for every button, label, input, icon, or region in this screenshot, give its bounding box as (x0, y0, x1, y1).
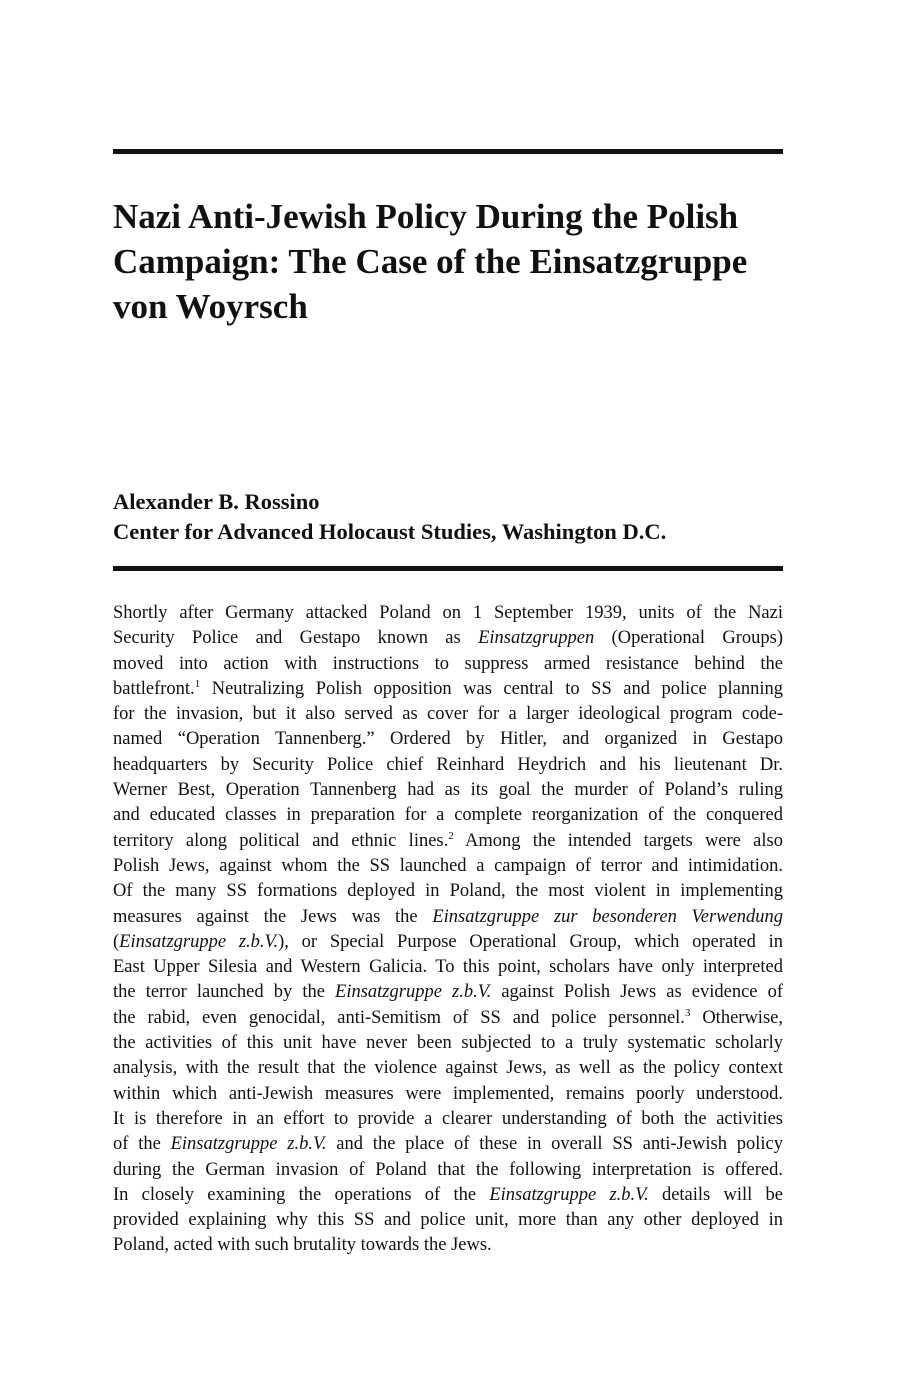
top-rule (113, 149, 783, 154)
text-line: Werner Best, Operation Tannenberg had as its goal the murder of Poland’s ruling (113, 780, 783, 801)
text-line: provided explaining why this SS and police unit, more than any other deployed in (113, 1210, 783, 1231)
text-line: named “Operation Tannenberg.” Ordered by Hitler, and organized in Gestapo (113, 729, 783, 750)
text-line: of the Einsatzgruppe z.b.V. and the place of these in overall SS anti-Jewish policy (113, 1134, 783, 1155)
text-line: (Einsatzgruppe z.b.V.), or Special Purpose Operational Group, which operated in (113, 931, 783, 952)
paper-title (113, 194, 803, 329)
text-line: In closely examining the operations of the Einsatzgruppe z.b.V. details will be (113, 1184, 783, 1205)
text-line: analysis, with the result that the violence against Jews, as well as the policy context (113, 1058, 783, 1079)
text-line: measures against the Jews was the Einsatzgruppe zur besonderen Verwendung (113, 906, 783, 927)
text-line: the rabid, even genocidal, anti-Semitism of SS and police personnel.$^3$ Otherwise, (113, 1006, 783, 1028)
abstract-paragraph (113, 601, 783, 1259)
author-block (113, 487, 793, 547)
text-line: Shortly after Germany attacked Poland on 1 September 1939, units of the Nazi (113, 603, 783, 623)
text-line: the terror launched by the Einsatzgruppe z.b.V. against Polish Jews as evidence of (113, 982, 783, 1003)
bottom-rule (113, 566, 783, 571)
footnote-ref-2: 2 (448, 829, 454, 842)
author-affiliation: Center for Advanced Holocaust Studies, Washington D.C. (113, 519, 667, 544)
title-line-3: von Woyrsch (113, 287, 308, 326)
text-line: Of the many SS formations deployed in Poland, the most violent in implementing (113, 881, 783, 902)
title-line-1: Nazi Anti-Jewish Policy During the Polish (113, 197, 739, 236)
footnote-ref-3: 3 (684, 1006, 691, 1019)
text-line: the activities of this unit have never been subjected to a truly systematic scholarly (113, 1033, 783, 1054)
footnote-ref-1: 1 (194, 677, 201, 690)
text-line: battlefront.$^1$ Neutralizing Polish opposition was central to SS and police planning (113, 677, 783, 699)
text-line: during the German invasion of Poland that the following interpretation is offered. (113, 1159, 783, 1180)
text-line: for the invasion, but it also served as cover for a larger ideological program code- (113, 704, 783, 725)
text-line: Security Police and Gestapo known as Einsatzgruppen (Operational Groups) (113, 628, 784, 649)
title-line-2: Campaign: The Case of the Einsatzgruppe (113, 242, 748, 281)
text-line: Poland, acted with such brutality towards the Jews. (113, 1235, 492, 1256)
text-line: territory along political and ethnic lines.$^2$ Among the intended targets were also (113, 829, 783, 851)
author-name: Alexander B. Rossino (113, 489, 320, 514)
text-line: Polish Jews, against whom the SS launched a campaign of terror and intimidation. (113, 855, 783, 876)
text-line: moved into action with instructions to suppress armed resistance behind the (113, 653, 783, 674)
text-line: It is therefore in an effort to provide a clearer understanding of both the activities (113, 1108, 783, 1129)
text-line: and educated classes in preparation for a complete reorganization of the conquered (113, 805, 783, 826)
text-line: within which anti-Jewish measures were implemented, remains poorly understood. (113, 1083, 783, 1104)
text-line: East Upper Silesia and Western Galicia. To this point, scholars have only interpreted (113, 957, 783, 978)
text-line: headquarters by Security Police chief Reinhard Heydrich and his lieutenant Dr. (113, 754, 783, 775)
